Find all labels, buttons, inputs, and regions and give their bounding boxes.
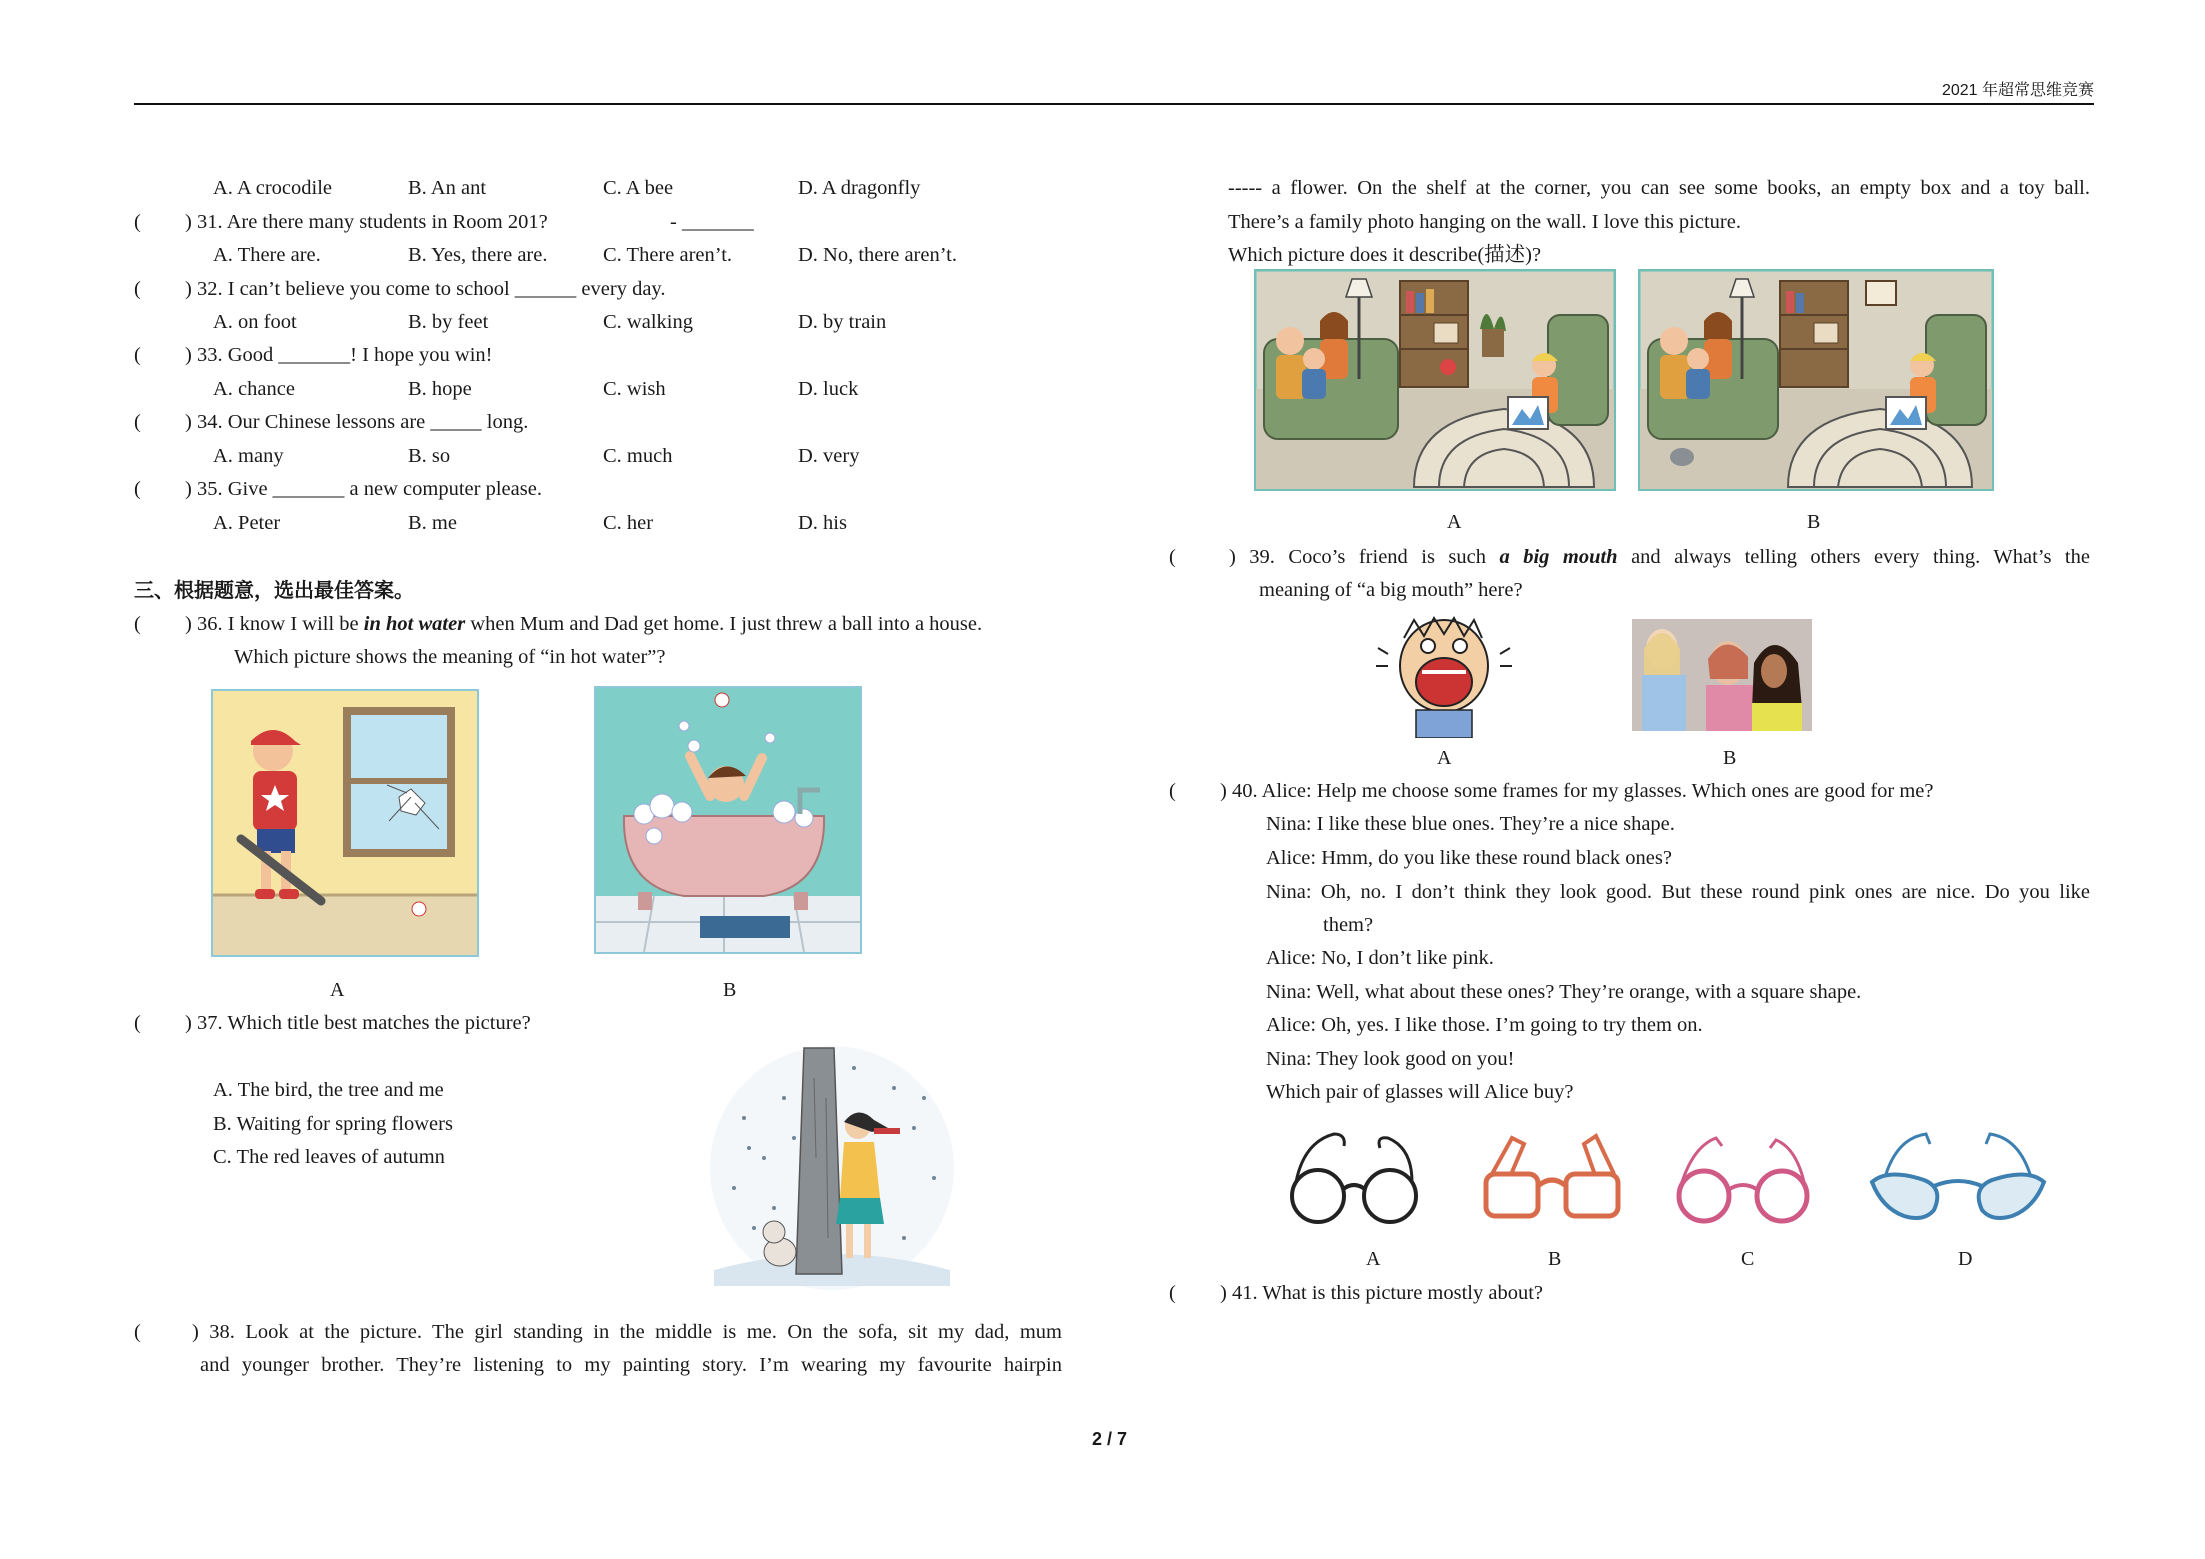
q34-option-c: C. much (603, 445, 673, 467)
q39-label-a: A (1437, 747, 1452, 769)
q30-option-a: A. A crocodile (213, 177, 332, 199)
q38-picture-b (1638, 269, 1994, 491)
q31-answer-blank[interactable]: - _______ (670, 211, 754, 233)
q40-dialog-line: Nina: I like these blue ones. They’re a nice shape. (1266, 813, 1675, 835)
q38-label-a: A (1447, 511, 1462, 533)
q32-option-a: A. on foot (213, 311, 297, 333)
q40-paren: ( (1169, 780, 1176, 802)
q38-paren: ( (134, 1321, 141, 1343)
header-title: 2021 年超常思维竞赛 (1941, 82, 2094, 99)
q33-paren: ( (134, 344, 141, 366)
q39-paren: ( (1169, 546, 1176, 568)
q32-option-c: C. walking (603, 311, 693, 333)
q40-glasses-d (1868, 1128, 2048, 1228)
q33-option-c: C. wish (603, 378, 666, 400)
q41-paren: ( (1169, 1282, 1176, 1304)
q33-option-a: A. chance (213, 378, 295, 400)
q37-picture (704, 1038, 960, 1292)
q38-continued-line-1: ----- a flower. On the shelf at the corner, you can see some books, an empty box and a toy ball. (1228, 177, 2090, 199)
q34-option-d: D. very (798, 445, 860, 467)
q40-question: ) 40. Alice: Help me choose some frames for my glasses. Which ones are good for me? (1220, 780, 1934, 802)
q36-paren: ( (134, 613, 141, 635)
q40-dialog-line: Alice: Oh, yes. I like those. I’m going to try them on. (1266, 1014, 1703, 1036)
page-number: 2 / 7 (1092, 1429, 1128, 1449)
q36-question-line2: Which picture shows the meaning of “in hot water”? (234, 646, 666, 668)
q40-label-b: B (1548, 1248, 1562, 1270)
q40-dialog-line: Alice: No, I don’t like pink. (1266, 947, 1494, 969)
q39-question-line2: meaning of “a big mouth” here? (1259, 579, 1523, 601)
q39-idiom: a big mouth (1499, 546, 1618, 568)
q40-dialog-line: Alice: Hmm, do you like these round black ones? (1266, 847, 1672, 869)
q40-dialog-line: Nina: They look good on you! (1266, 1048, 1515, 1070)
q32-question: ) 32. I can’t believe you come to school ______ every day. (185, 278, 666, 300)
q39-label-b: B (1723, 747, 1737, 769)
q36-picture-a (211, 689, 479, 957)
q36-idiom: in hot water (363, 613, 466, 635)
q41-question: ) 41. What is this picture mostly about? (1220, 1282, 1544, 1304)
q36-picture-b (594, 686, 862, 954)
q40-label-d: D (1958, 1248, 1973, 1270)
q33-option-b: B. hope (408, 378, 472, 400)
q32-option-d: D. by train (798, 311, 887, 333)
q34-question: ) 34. Our Chinese lessons are _____ long. (185, 411, 529, 433)
q37-paren: ( (134, 1012, 141, 1034)
q35-option-a: A. Peter (213, 512, 281, 534)
q37-option-c: C. The red leaves of autumn (213, 1146, 445, 1168)
q40-question-prompt: Which pair of glasses will Alice buy? (1266, 1081, 1574, 1103)
q35-option-d: D. his (798, 512, 847, 534)
q35-option-c: C. her (603, 512, 654, 534)
header-rule (134, 103, 2094, 105)
q31-option-b: B. Yes, there are. (408, 244, 548, 266)
q40-dialog-line: Nina: Well, what about these ones? They’re orange, with a square shape. (1266, 981, 1862, 1003)
q40-glasses-a (1284, 1128, 1434, 1228)
q34-option-a: A. many (213, 445, 284, 467)
q33-option-d: D. luck (798, 378, 859, 400)
q30-option-d: D. A dragonfly (798, 177, 921, 199)
q37-option-b: B. Waiting for spring flowers (213, 1113, 453, 1135)
q31-option-a: A. There are. (213, 244, 321, 266)
q35-option-b: B. me (408, 512, 457, 534)
q31-question: ) 31. Are there many students in Room 201? (185, 211, 548, 233)
q32-option-b: B. by feet (408, 311, 489, 333)
q39-picture-a (1374, 610, 1514, 738)
q36-label-b: B (723, 979, 737, 1001)
q31-option-d: D. No, there aren’t. (798, 244, 958, 266)
q33-question: ) 33. Good _______! I hope you win! (185, 344, 493, 366)
q34-option-b: B. so (408, 445, 451, 467)
q31-paren: ( (134, 211, 141, 233)
q36-question: ) 36. I know I will be in hot water when Mum and Dad get home. I just threw a ball into a house. (185, 613, 983, 635)
q40-label-c: C (1741, 1248, 1755, 1270)
q40-dialog-line: Nina: Oh, no. I don’t think they look good. But these round pink ones are nice. Do you like (1266, 881, 2090, 903)
section-3-title: 三、根据题意，选出最佳答案。 (134, 578, 414, 602)
q40-glasses-c (1670, 1128, 1820, 1228)
q34-paren: ( (134, 411, 141, 433)
q38-label-b: B (1807, 511, 1821, 533)
q31-option-c: C. There aren’t. (603, 244, 733, 266)
q37-option-a: A. The bird, the tree and me (213, 1079, 444, 1101)
q38-line-1: ) 38. Look at the picture. The girl standing in the middle is me. On the sofa, sit my dad, mum (192, 1321, 1062, 1343)
q32-paren: ( (134, 278, 141, 300)
q40-label-a: A (1366, 1248, 1381, 1270)
q38-continued-line-3: Which picture does it describe(描述)? (1228, 244, 1542, 266)
q36-label-a: A (330, 979, 345, 1001)
q37-question: ) 37. Which title best matches the picture? (185, 1012, 531, 1034)
q38-picture-a (1254, 269, 1616, 491)
q39-question: ) 39. Coco’s friend is such a big mouth and always telling others every thing. What’s the (1229, 546, 2090, 568)
q40-glasses-b (1478, 1128, 1628, 1228)
q30-option-c: C. A bee (603, 177, 674, 199)
q30-option-b: B. An ant (408, 177, 487, 199)
q39-picture-b (1632, 619, 1812, 731)
q40-dialog-line: them? (1323, 914, 1374, 936)
q35-question: ) 35. Give _______ a new computer please. (185, 478, 542, 500)
q35-paren: ( (134, 478, 141, 500)
q38-continued-line-2: There’s a family photo hanging on the wall. I love this picture. (1228, 211, 1741, 233)
q38-line-2: and younger brother. They’re listening to my painting story. I’m wearing my favourite hairpin (200, 1354, 1062, 1376)
